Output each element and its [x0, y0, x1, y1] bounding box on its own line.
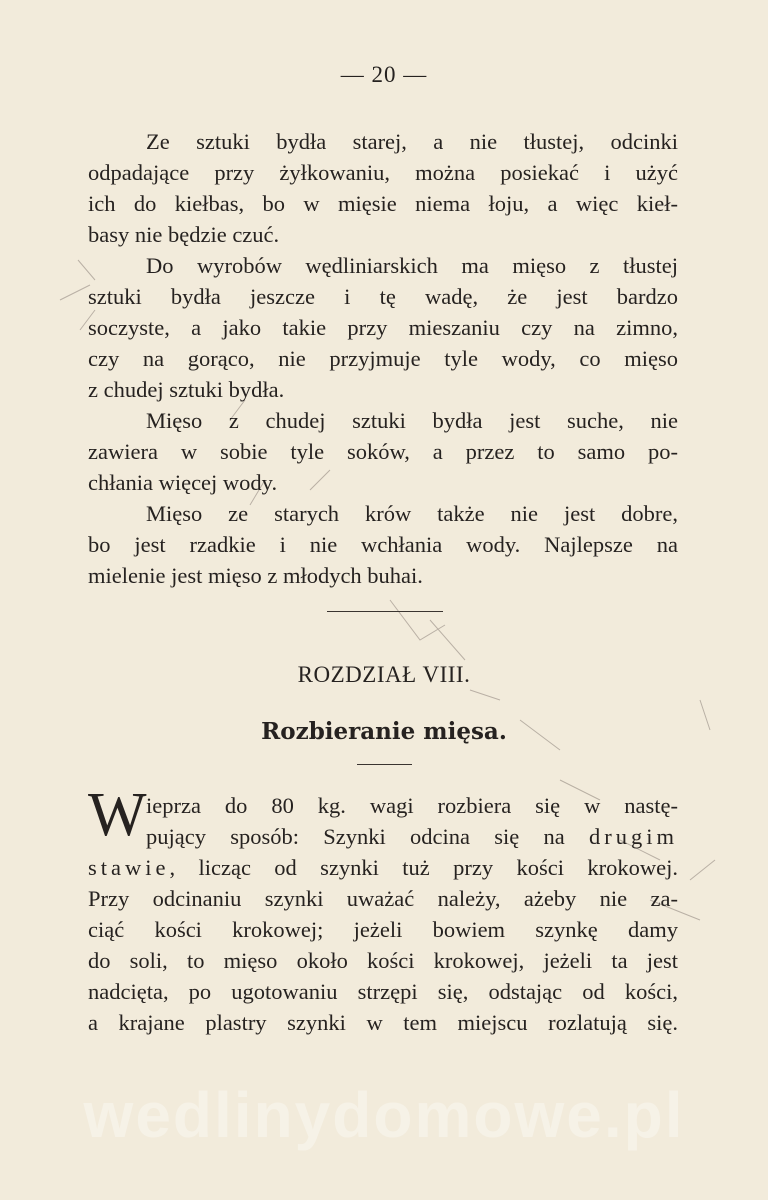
text-line: Przy odcinaniu szynki uważać należy, ażeby nie za-	[88, 886, 678, 911]
text-line: Ze sztuki bydła starej, a nie tłustej, odcinki	[146, 129, 678, 154]
text-line: odpadające przy żyłkowaniu, można posiekać i użyć	[88, 160, 678, 185]
text-line: ich do kiełbas, bo w mięsie niema łoju, a więc kieł-	[88, 191, 678, 216]
text-line: Mięso z chudej sztuki bydła jest suche, nie	[146, 408, 678, 433]
text-line: czy na gorąco, nie przyjmuje tyle wody, co mięso	[88, 346, 678, 371]
text-line: ieprza do 80 kg. wagi rozbiera się w nastę-	[146, 793, 678, 818]
text-line: basy nie będzie czuć.	[88, 222, 280, 247]
paragraph-block-1	[88, 126, 678, 591]
text-line	[88, 821, 678, 852]
text-line: soczyste, a jako takie przy mieszaniu czy na zimno,	[88, 315, 678, 340]
watermark: wedlinydomowe.pl	[83, 1079, 685, 1151]
text-segment: pujący sposób: Szynki odcina się na	[146, 824, 589, 849]
text-line: ciąć kości krokowej; jeżeli bowiem szynkę damy	[88, 917, 678, 942]
text-line: sztuki bydła jeszcze i tę wadę, że jest bardzo	[88, 284, 678, 309]
text-line: a krajane plastry szynki w tem miejscu rozlatują się.	[88, 1010, 678, 1035]
text-line: chłania więcej wody.	[88, 470, 278, 495]
text-line: Mięso ze starych krów także nie jest dobre,	[146, 501, 678, 526]
text-line	[88, 852, 678, 883]
text-line: bo jest rzadkie i nie wchłania wody. Najlepsze na	[88, 532, 678, 557]
section-title: Rozbieranie mięsa.	[261, 718, 507, 745]
text-segment: , licząc od szynki tuż przy kości krokowej.	[169, 855, 678, 880]
text-line: nadcięta, po ugotowaniu strzępi się, odstając od kości,	[88, 979, 678, 1004]
page-number: — 20 —	[340, 62, 428, 87]
emphasized-text: stawie	[88, 855, 170, 880]
paragraph-block-2	[88, 790, 678, 1038]
text-line: zawiera w sobie tyle soków, a przez to samo po-	[88, 439, 678, 464]
text-line: mielenie jest mięso z młodych buhai.	[88, 563, 423, 588]
drop-cap: W	[88, 781, 147, 849]
section-divider	[327, 611, 443, 612]
text-line: z chudej sztuki bydła.	[88, 377, 285, 402]
emphasized-text: drugim	[589, 824, 678, 849]
chapter-title: ROZDZIAŁ VIII.	[297, 662, 471, 687]
text-line: Do wyrobów wędliniarskich ma mięso z tłustej	[146, 253, 678, 278]
text-line: do soli, to mięso około kości krokowej, jeżeli ta jest	[88, 948, 678, 973]
title-underline	[357, 764, 412, 765]
